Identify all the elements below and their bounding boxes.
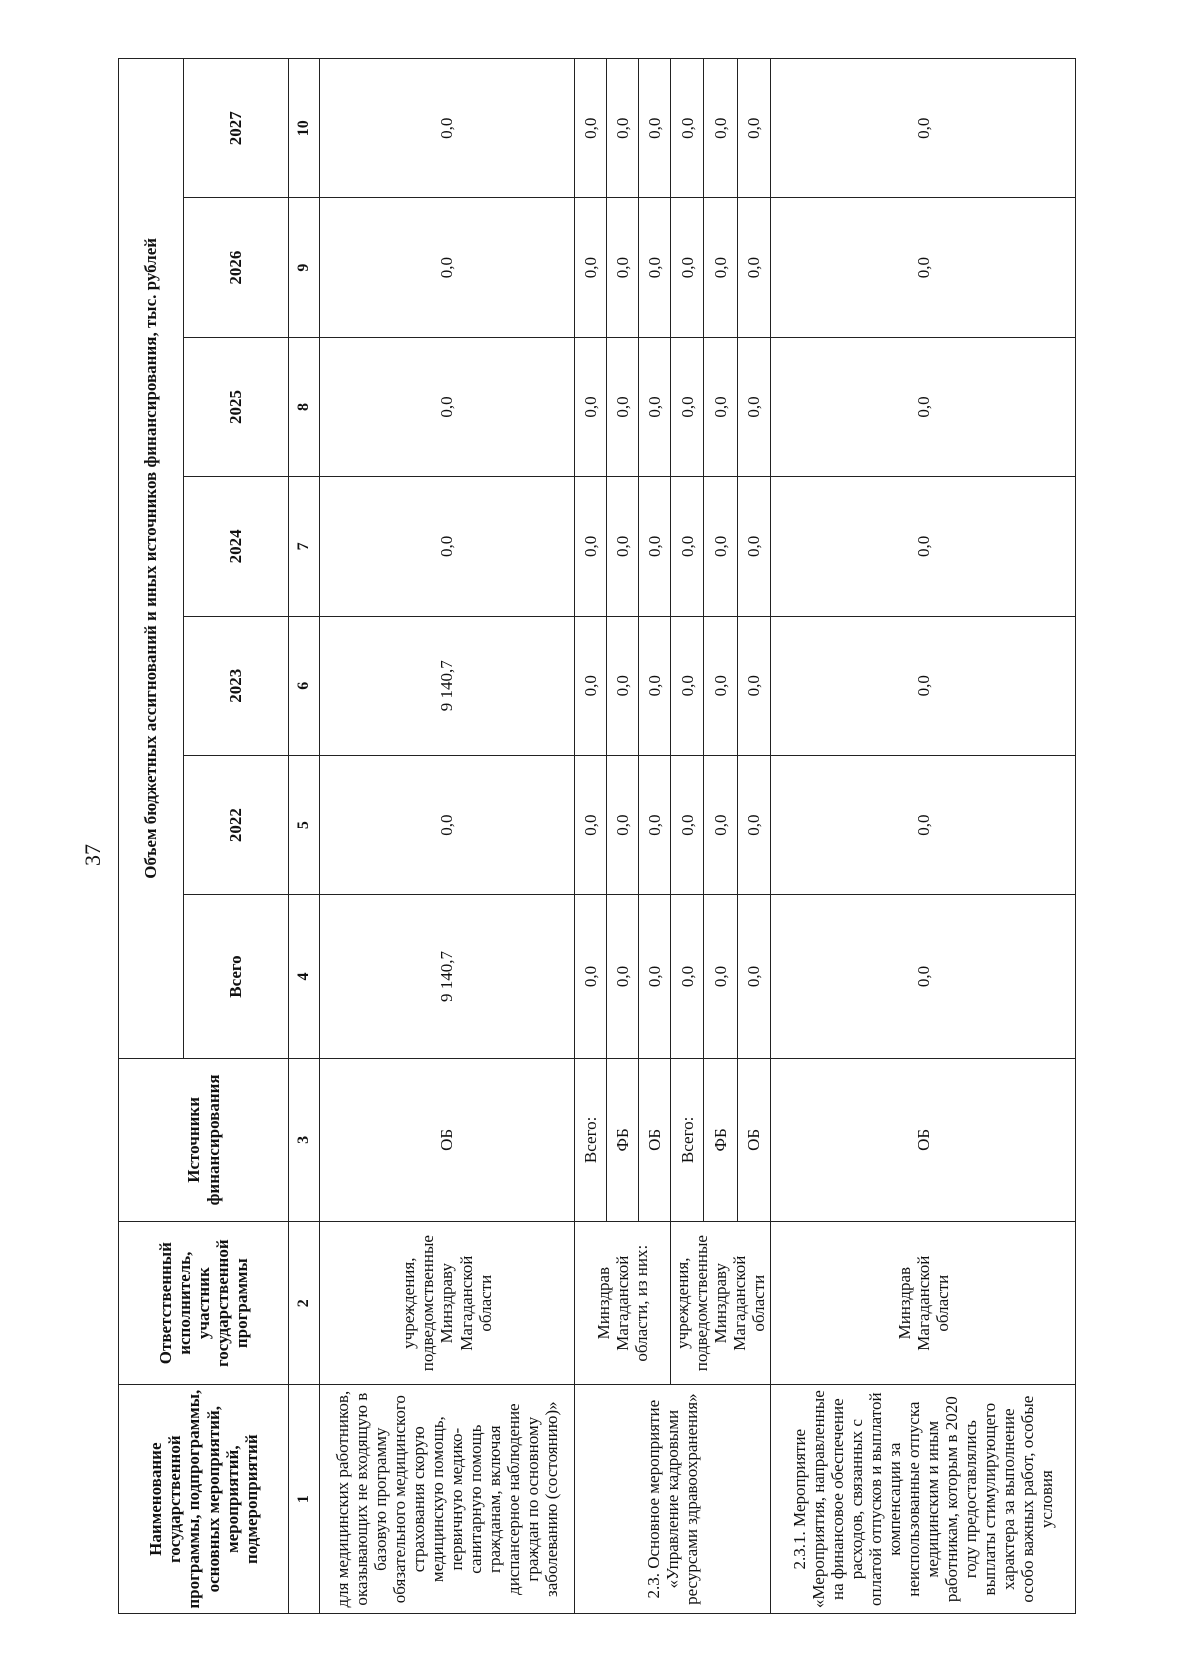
row-value: 0,0 xyxy=(737,59,770,198)
row-value: 0,0 xyxy=(771,616,1076,755)
header-year: 2025 xyxy=(184,337,289,476)
table-row xyxy=(575,59,607,1614)
row-value: 0,0 xyxy=(639,59,671,198)
row-value: 0,0 xyxy=(737,755,770,894)
row-value: 0,0 xyxy=(671,337,704,476)
row-value: 0,0 xyxy=(671,477,704,616)
budget-table xyxy=(118,58,1076,1614)
row-value: 0,0 xyxy=(639,895,671,1058)
row-value: 0,0 xyxy=(575,755,607,894)
column-number: 7 xyxy=(289,477,320,616)
row-value: 0,0 xyxy=(607,337,639,476)
row-source: ФБ xyxy=(704,1058,737,1221)
column-number: 2 xyxy=(289,1222,320,1385)
row-value: 0,0 xyxy=(639,337,671,476)
row-source: Всего: xyxy=(671,1058,704,1221)
row-value: 0,0 xyxy=(671,198,704,337)
row-value: 0,0 xyxy=(771,755,1076,894)
row-value: 0,0 xyxy=(771,59,1076,198)
row-value: 0,0 xyxy=(607,198,639,337)
header-year: 2027 xyxy=(184,59,289,198)
row-executor: Минздрав Магаданской области, из них: xyxy=(575,1222,671,1385)
row-value: 0,0 xyxy=(671,755,704,894)
row-value: 0,0 xyxy=(639,477,671,616)
row-value: 0,0 xyxy=(704,616,737,755)
table-wrapper xyxy=(118,58,1118,1614)
row-value: 0,0 xyxy=(639,616,671,755)
row-value: 0,0 xyxy=(771,477,1076,616)
row-value: 0,0 xyxy=(320,477,575,616)
table-row xyxy=(320,59,575,1614)
column-number: 1 xyxy=(289,1385,320,1614)
row-value: 0,0 xyxy=(771,895,1076,1058)
row-value: 0,0 xyxy=(320,337,575,476)
row-value: 0,0 xyxy=(737,198,770,337)
table-row xyxy=(771,59,1076,1614)
column-number: 6 xyxy=(289,616,320,755)
row-source: ОБ xyxy=(737,1058,770,1221)
row-source: ОБ xyxy=(771,1058,1076,1221)
row-value: 0,0 xyxy=(737,477,770,616)
row-value: 0,0 xyxy=(575,337,607,476)
row-value: 0,0 xyxy=(704,198,737,337)
row-value: 0,0 xyxy=(639,755,671,894)
row-value: 9 140,7 xyxy=(320,616,575,755)
row-value: 0,0 xyxy=(639,198,671,337)
header-year: 2022 xyxy=(184,755,289,894)
column-number: 3 xyxy=(289,1058,320,1221)
column-number: 9 xyxy=(289,198,320,337)
header-col2: Ответственный исполнитель, участник государственной программы xyxy=(119,1222,289,1385)
column-number: 10 xyxy=(289,59,320,198)
row-value: 0,0 xyxy=(575,59,607,198)
page-number: 37 xyxy=(80,844,105,866)
row-executor: учреждения, подведомственные Минздраву Магаданской области xyxy=(671,1222,771,1385)
row-value: 0,0 xyxy=(320,198,575,337)
row-value: 0,0 xyxy=(704,337,737,476)
row-value: 0,0 xyxy=(704,59,737,198)
row-value: 0,0 xyxy=(737,337,770,476)
table-row xyxy=(671,59,704,1614)
row-value: 0,0 xyxy=(607,895,639,1058)
row-value: 0,0 xyxy=(737,616,770,755)
row-value: 0,0 xyxy=(737,895,770,1058)
row-value: 0,0 xyxy=(320,59,575,198)
row-value: 0,0 xyxy=(671,895,704,1058)
header-year: 2026 xyxy=(184,198,289,337)
row-source: ОБ xyxy=(320,1058,575,1221)
row-value: 0,0 xyxy=(704,477,737,616)
row-value: 9 140,7 xyxy=(320,895,575,1058)
row-value: 0,0 xyxy=(575,616,607,755)
row-value: 0,0 xyxy=(771,337,1076,476)
header-col1: Наименование государственной программы, подпрограммы, основных мероприятий, мероприятий, подмероприятий xyxy=(119,1385,289,1614)
column-number: 4 xyxy=(289,895,320,1058)
row-executor: учреждения, подведомственные Минздраву Магаданской области xyxy=(320,1222,575,1385)
row-value: 0,0 xyxy=(575,895,607,1058)
row-value: 0,0 xyxy=(671,59,704,198)
row-name: 2.3. Основное мероприятие «Управление кадровыми ресурсами здравоохранения» xyxy=(575,1385,771,1614)
header-year: 2023 xyxy=(184,616,289,755)
row-value: 0,0 xyxy=(607,477,639,616)
row-value: 0,0 xyxy=(771,198,1076,337)
row-value: 0,0 xyxy=(607,59,639,198)
header-col3: Источники финансирования xyxy=(119,1058,289,1221)
column-number: 8 xyxy=(289,337,320,476)
row-value: 0,0 xyxy=(704,755,737,894)
row-source: ФБ xyxy=(607,1058,639,1221)
row-value: 0,0 xyxy=(607,616,639,755)
header-year: Всего xyxy=(184,895,289,1058)
column-numbers-row xyxy=(289,59,320,1614)
row-value: 0,0 xyxy=(320,755,575,894)
row-source: Всего: xyxy=(575,1058,607,1221)
row-value: 0,0 xyxy=(671,616,704,755)
row-name: 2.3.1. Мероприятие «Мероприятия, направленные на финансовое обеспечение расходов, связанных с оплатой отпусков и выплатой компенсации за неиспользованные отпуска медицинским и иным работникам, которым в 2020 году предоставлялись выплаты стимулирующего характера за выполнение особо важных работ, особые условия xyxy=(771,1385,1076,1614)
row-value: 0,0 xyxy=(575,198,607,337)
row-value: 0,0 xyxy=(607,755,639,894)
row-value: 0,0 xyxy=(704,895,737,1058)
row-source: ОБ xyxy=(639,1058,671,1221)
header-year: 2024 xyxy=(184,477,289,616)
row-name: для медицинских работников, оказывающих не входящую в базовую программу обязательного медицинского страхования скорую медицинскую помощь, первичную медико-санитарную помощь гражданам, включая диспансерное наблюдение граждан по основному заболеванию (состоянию)» xyxy=(320,1385,575,1614)
row-executor: Минздрав Магаданской области xyxy=(771,1222,1076,1385)
row-value: 0,0 xyxy=(575,477,607,616)
header-volume: Объем бюджетных ассигнований и иных источников финансирования, тыс. рублей xyxy=(119,59,184,1059)
rotated-page xyxy=(118,58,1118,1614)
column-number: 5 xyxy=(289,755,320,894)
